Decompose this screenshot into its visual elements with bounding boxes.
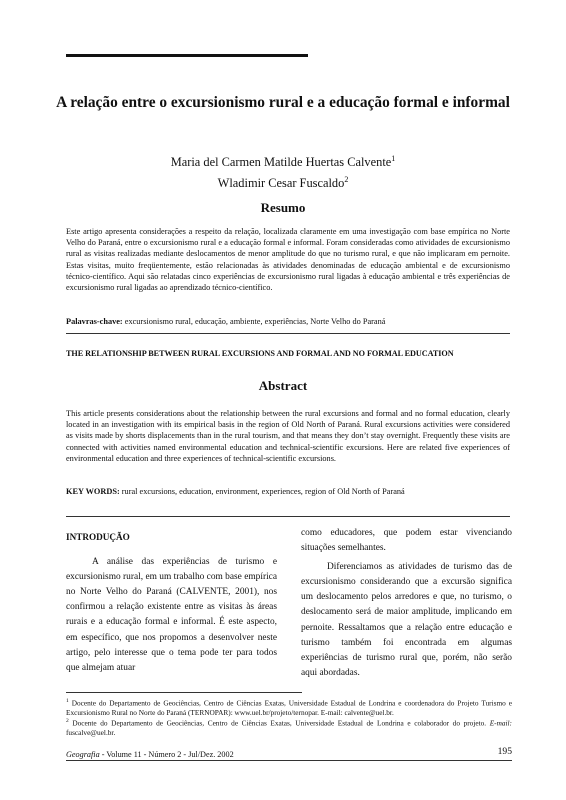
email-label: E-mail: [489, 718, 512, 728]
resumo-keywords [66, 316, 510, 327]
author-name: Maria del Carmen Matilde Huertas Calvente [170, 155, 392, 170]
intro-paragraph-2: Diferenciamos as atividades de turismo das de excursionismo considerando que a excursão significa um deslocamento pelos arredores e que, no turismo, o deslocamento será de maior amplitude, implicando em pernoite. Ressaltamos que a relação entre educação e turismo também foi encontrada em algumas experiências de turismo rural que, porém, não serão aqui abordadas. [301, 562, 512, 678]
keywords-text: rural excursions, education, environment, experiences, region of Old North of Paraná [121, 487, 405, 496]
footnote-mark: 1 [391, 154, 396, 163]
abstract-body: This article presents considerations about the relationship between the rural excursions and formal and no formal education, clearly located in an investigation with its empirical basis in the region of Old North of Paraná. Rural excursions activities were considered as visits made by shorts displacements than in the rural tourism, and that means they don’t stay overnight. Frequently these visits are connected with activities named environmental education and technical-scientific excursions. Here are related five experiences of environmental education and three experiences of technical-scientific excursions. [66, 409, 510, 463]
abstract-heading: Abstract [258, 378, 308, 393]
abstract-keywords [66, 486, 510, 497]
columns-divider [66, 516, 510, 517]
author-name: Wladimir Cesar Fuscaldo [217, 176, 345, 191]
keywords-label: Palavras-chave: [66, 317, 123, 326]
footnote-1 [66, 697, 512, 717]
author-block [40, 150, 526, 192]
section-divider [66, 333, 510, 334]
author-2 [40, 171, 526, 192]
resumo-heading: Resumo [260, 200, 306, 215]
journal-name: Geografia [66, 750, 100, 759]
footer-rule [66, 760, 512, 761]
footnote-mark: 1 [66, 698, 69, 704]
footnote-rule [66, 692, 302, 693]
author-1 [40, 150, 526, 171]
intro-paragraph-continued: como educadores, que podem estar vivenciando situações semelhantes. [301, 528, 512, 554]
intro-heading: INTRODUÇÃO [66, 532, 130, 542]
english-title: THE RELATIONSHIP BETWEEN RURAL EXCURSIONS AND FORMAL AND NO FORMAL EDUCATION [66, 349, 454, 358]
left-column [66, 530, 277, 676]
footnote-2 [66, 717, 512, 737]
resumo-body: Este artigo apresenta considerações a respeito da relação, localizada claramente em uma investigação com base empírica no Norte Velho do Paraná, entre o excursionismo rural e a educação formal e informal. Foram consideradas como atividades de excursionismo rural as visitas realizadas mediante deslocamentos de menor amplitude do que no turismo rural, e que não implicaram em pernoite. Estas visitas, muito freqüentemente, estão relacionadas às atividades denominadas de educação ambiental e de excursionismo técnico-científico. Aqui são relatadas cinco experiências de excursionismo rural ligadas à educação ambiental e três experiências de excursionismo rural ligadas ao aprendizado técnico-científico. [66, 227, 510, 293]
footnote-text: Docente do Departamento de Geociências, Centro de Ciências Exatas, Universidade Estadual de Londrina e coordenadora do Projeto Turismo e Excursionismo Rural no Norte do Paraná (TERNOPAR): www.uel.br/projeto/ternopar. E-mail: calvente@uel.br. [66, 698, 512, 717]
article-title: A relação entre o excursionismo rural e a educação formal e informal [56, 94, 510, 111]
keywords-text: excursionismo rural, educação, ambiente, experiências, Norte Velho do Paraná [124, 317, 386, 326]
footnotes [66, 697, 512, 737]
top-rule [66, 54, 308, 57]
footnote-mark: 2 [344, 175, 349, 185]
journal-footer [66, 750, 234, 759]
footnote-text: Docente do Departamento de Geociências, Centro de Ciências Exatas, Universidade Estadual de Londrina e colaborador do projeto. [72, 718, 487, 728]
footnote-mark: 2 [66, 718, 69, 725]
intro-paragraph-1: A análise das experiências de turismo e excursionismo rural, em um trabalho com base empírica no Norte Velho do Paraná (CALVENTE, 2001), nos confirmou a relação existente entre as visitas às áreas rurais e a educação formal e informal. É este aspecto, em específico, que nos propomos a desenvolver neste artigo, pelo interesse que o tema pode ter para todos que almejam atuar [66, 557, 277, 673]
email-address: fuscalve@uel.br. [66, 728, 116, 738]
journal-issue: - Volume 11 - Número 2 - Jul/Dez. 2002 [99, 750, 234, 759]
page-number: 195 [497, 746, 512, 757]
right-column [301, 526, 512, 681]
keywords-label: KEY WORDS: [66, 487, 120, 496]
